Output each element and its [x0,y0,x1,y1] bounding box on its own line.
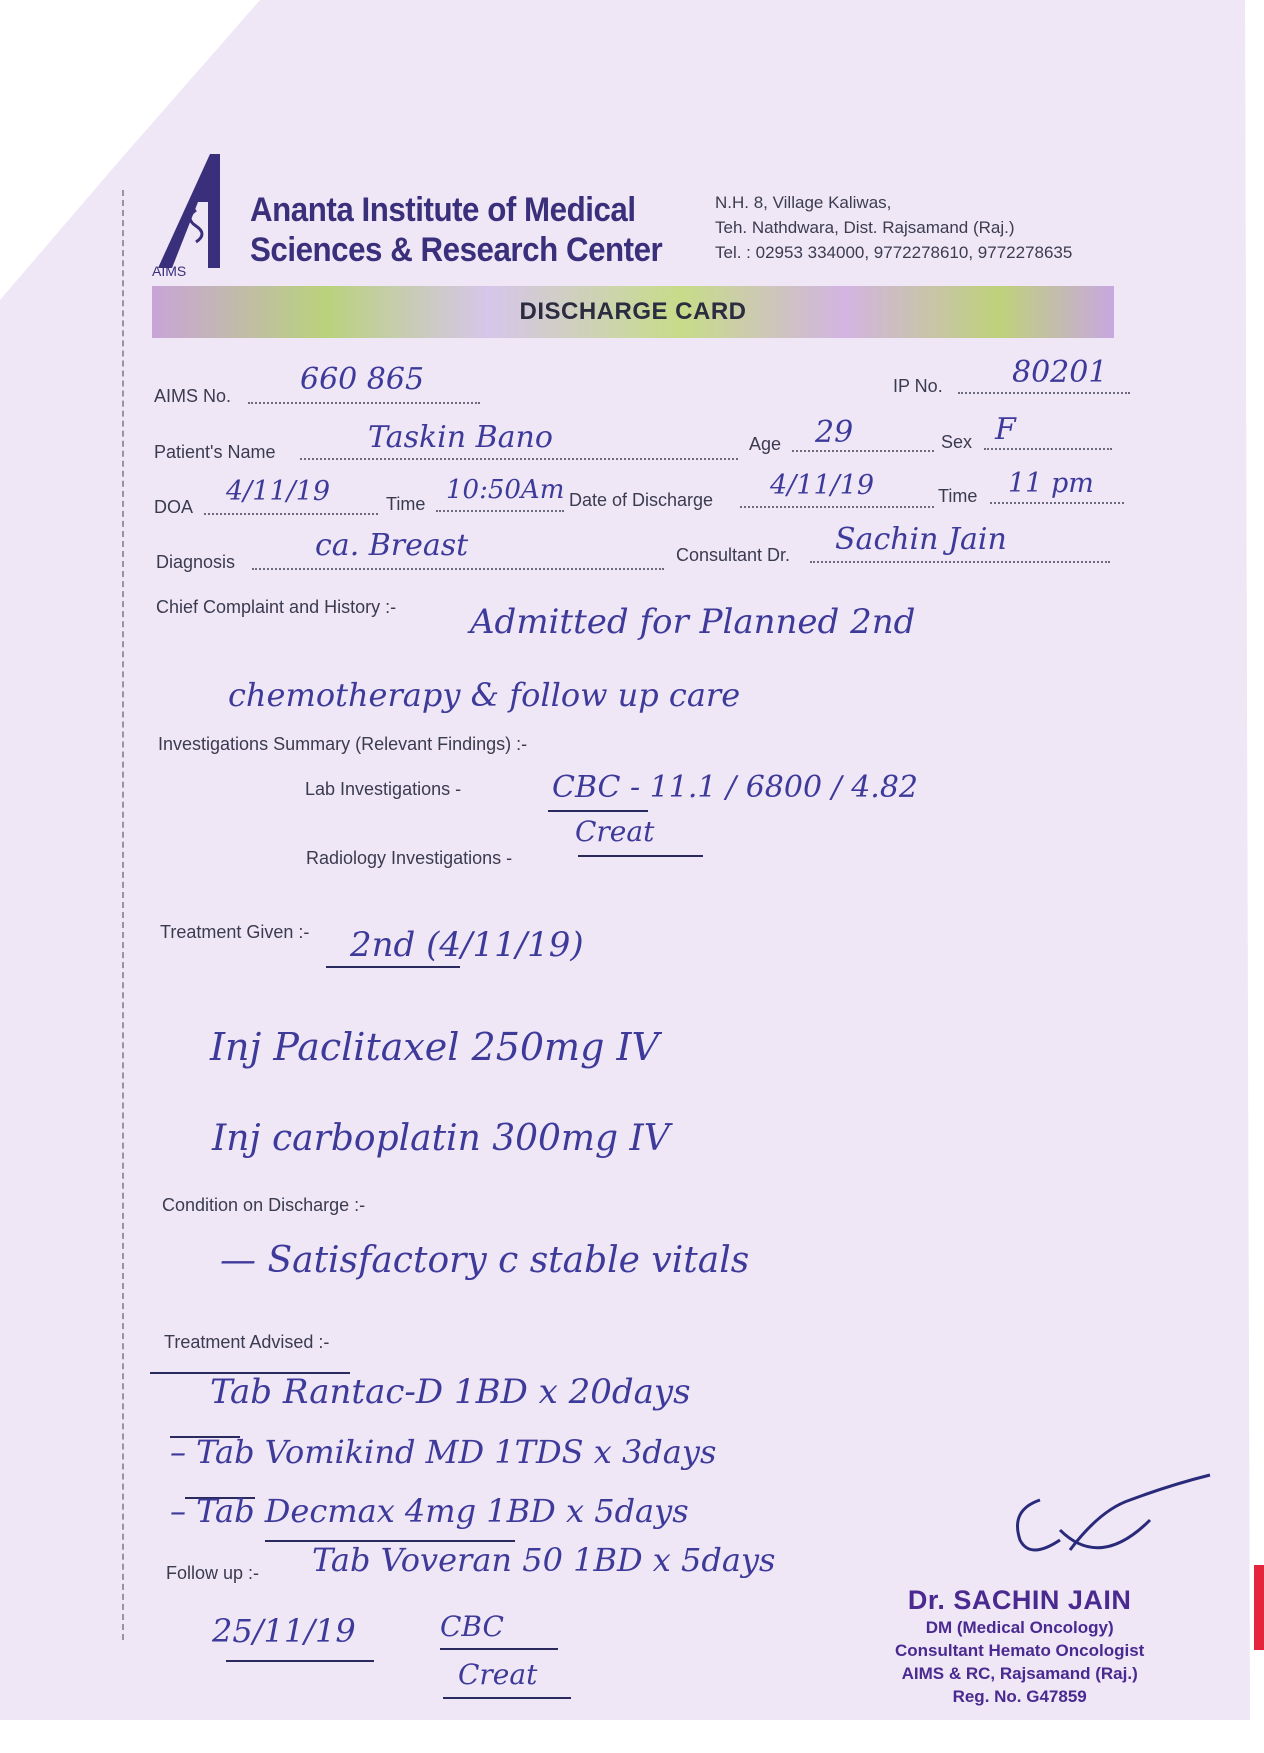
treatment-given-line1: 2nd (4/11/19) [350,925,584,965]
patient-name-label: Patient's Name [154,442,276,462]
doctor-stamp-name: Dr. SACHIN JAIN [907,1585,1132,1615]
institute-name-line2: Sciences & Research Center [250,231,663,269]
follow-up-date-underline [226,1660,374,1662]
radiology-investigations-label: Radiology Investigations - [306,848,513,868]
advised-stroke-4 [265,1540,515,1542]
condition-label: Condition on Discharge :- [162,1195,366,1215]
address-line2: Teh. Nathdwara, Dist. Rajsamand (Raj.) [715,218,1015,237]
chief-complaint-line2: chemotherapy & follow up care [228,676,741,714]
follow-up-line2-underline [443,1697,571,1699]
doa-value: 4/11/19 [226,476,331,507]
title-banner [152,286,1114,338]
treatment-advised-line2: – Tab Vomikind MD 1TDS x 3days [170,1433,717,1471]
lab-investigations-label: Lab Investigations - [305,779,462,799]
chief-complaint-line1: Admitted for Planned 2nd [470,602,916,642]
logo-text: AIMS [152,263,187,278]
age-value: 29 [815,415,854,450]
treatment-given-line2: Inj Paclitaxel 250mg IV [210,1025,659,1069]
treatment-given-label: Treatment Given :- [160,922,310,942]
consultant-line [810,561,1110,563]
time-discharge-line [990,502,1124,504]
follow-up-date: 25/11/19 [212,1612,356,1650]
doctor-stamp-line2: Consultant Hemato Oncologist [895,1641,1145,1660]
doctor-signature [1000,1470,1220,1580]
aims-no-line [248,402,480,404]
time-admit-label: Time [386,494,426,514]
consultant-label: Consultant Dr. [676,545,791,565]
condition-value: — Satisfactory c stable vitals [220,1240,750,1281]
time-discharge-value: 11 pm [1008,468,1094,499]
red-edge-mark [1254,1565,1264,1650]
radiology-underline [578,855,703,857]
treatment-advised-line1: Tab Rantac-D 1BD x 20days [210,1372,691,1412]
age-label: Age [749,434,782,454]
follow-up-line2: Creat [458,1658,538,1691]
sex-label: Sex [941,432,973,452]
consultant-value: Sachin Jain [835,522,1007,557]
treatment-given-line3: Inj carboplatin 300mg IV [212,1118,670,1159]
ip-no-value: 80201 [1012,355,1108,390]
tear-line [122,190,124,1640]
date-discharge-line [740,506,934,508]
institute-address [715,190,1072,265]
page-title: DISCHARGE CARD [519,298,747,325]
time-discharge-label: Time [938,486,978,506]
diagnosis-value: ca. Breast [315,528,469,563]
aims-no-value: 660 865 [300,362,425,397]
date-discharge-label: Date of Discharge [569,490,714,510]
date-discharge-value: 4/11/19 [770,470,875,501]
institute-name-line1: Ananta Institute of Medical [250,191,636,229]
doa-label: DOA [154,497,194,517]
diagnosis-label: Diagnosis [156,552,236,572]
treatment-given-underline [326,966,460,968]
patient-name-line [300,458,738,460]
treatment-advised-label: Treatment Advised :- [164,1332,330,1352]
aims-logo [150,150,234,278]
sex-line [984,448,1112,450]
doa-line [204,513,378,515]
address-line3: Tel. : 02953 334000, 9772278610, 9772278635 [715,243,1073,262]
radiology-investigations-value: Creat [575,815,655,848]
sex-value: F [995,412,1016,447]
lab-investigations-value: CBC - 11.1 / 6800 / 4.82 [552,770,919,805]
treatment-advised-line3: – Tab Decmax 4mg 1BD x 5days [170,1492,689,1530]
treatment-advised-line4: Tab Voveran 50 1BD x 5days [312,1541,776,1579]
doctor-stamp-line4: Reg. No. G47859 [952,1687,1087,1706]
doctor-stamp-line1: DM (Medical Oncology) [925,1618,1114,1637]
follow-up-label: Follow up :- [166,1563,260,1583]
time-admit-line [436,510,564,512]
ip-no-line [958,392,1130,394]
doctor-stamp [895,1585,1144,1708]
address-line1: N.H. 8, Village Kaliwas, [715,193,892,212]
patient-name-value: Taskin Bano [368,420,553,455]
age-line [792,450,934,452]
ip-no-label: IP No. [893,376,943,396]
follow-up-line1-underline [440,1648,558,1650]
institute-name [250,190,662,270]
diagnosis-line [252,568,664,570]
aims-no-label: AIMS No. [154,386,232,406]
time-admit-value: 10:50Am [446,475,565,505]
investigations-label: Investigations Summary (Relevant Findings) :- [158,734,528,754]
lab-underline [548,810,648,812]
doctor-stamp-line3: AIMS & RC, Rajsamand (Raj.) [901,1664,1138,1683]
chief-complaint-label: Chief Complaint and History :- [156,597,397,617]
follow-up-line1: CBC [440,1610,504,1643]
